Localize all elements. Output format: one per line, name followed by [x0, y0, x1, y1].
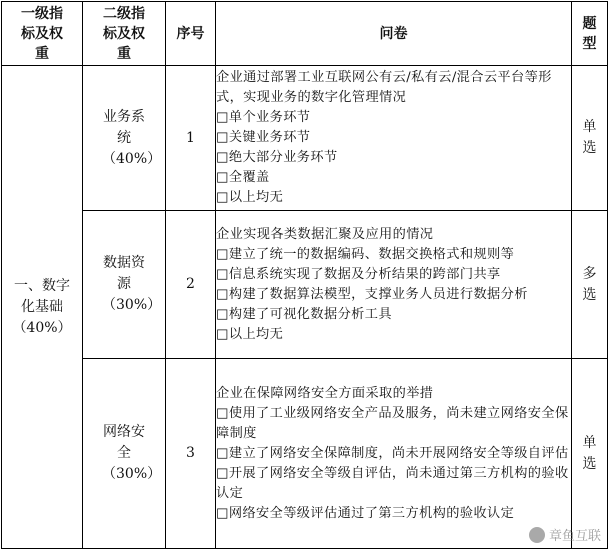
option-item: □ 以上均无 [216, 188, 571, 208]
option-item: □ 信息系统实现了数据及分析结果的跨部门共享 [216, 265, 571, 285]
table-row [2, 359, 608, 549]
level2-cell: 业务系统（40%） [83, 66, 166, 211]
option-item: □ 全覆盖 [216, 168, 571, 188]
survey-table [1, 1, 608, 549]
question-text: 企业通过部署工业互联网公有云/私有云/混合云平台等形式，实现业务的数字化管理情况 [216, 70, 552, 105]
level2-cell: 网络安全（30%） [83, 359, 166, 549]
watermark-text: 章鱼互联 [548, 529, 601, 544]
header-level2: 二级指标及权重 [83, 2, 166, 66]
header-question: 问卷 [216, 2, 572, 66]
question-text: 企业在保障网络安全方面采取的举措 [216, 385, 434, 401]
type-cell: 单选 [572, 66, 608, 211]
header-level1: 一级指标及权重 [2, 2, 83, 66]
level2-cell: 数据资源（30%） [83, 211, 166, 359]
watermark [529, 525, 601, 544]
seq-cell: 1 [166, 66, 216, 211]
option-item: □ 以上均无 [216, 325, 571, 345]
question-cell [216, 66, 572, 211]
option-item: □ 关键业务环节 [216, 128, 571, 148]
question-cell [216, 359, 572, 549]
option-item: □ 开展了网络安全等级自评估，尚未通过第三方机构的验收认定 [216, 464, 571, 504]
seq-cell: 3 [166, 359, 216, 549]
option-item: □ 网络安全等级评估通过了第三方机构的验收认定 [216, 504, 571, 524]
option-item: □ 建立了统一的数据编码、数据交换格式和规则等 [216, 245, 571, 265]
level1-cell: 一、数字化基础（40%） [2, 66, 83, 549]
option-item: □ 使用了工业级网络安全产品及服务，尚未建立网络安全保障制度 [216, 404, 571, 444]
option-item: □ 构建了可视化数据分析工具 [216, 305, 571, 325]
header-row [2, 2, 608, 66]
option-item: □ 单个业务环节 [216, 108, 571, 128]
option-item: □ 绝大部分业务环节 [216, 148, 571, 168]
question-text: 企业实现各类数据汇聚及应用的情况 [216, 226, 434, 242]
header-type: 题型 [572, 2, 608, 66]
table-row [2, 66, 608, 211]
type-cell: 多选 [572, 211, 608, 359]
table-row [2, 211, 608, 359]
question-cell [216, 211, 572, 359]
option-item: □ 建立了网络安全保障制度，尚未开展网络安全等级自评估 [216, 444, 571, 464]
type-cell: 单选 [572, 359, 608, 549]
seq-cell: 2 [166, 211, 216, 359]
wechat-logo-icon [529, 527, 545, 543]
option-item: □ 构建了数据算法模型，支撑业务人员进行数据分析 [216, 285, 571, 305]
header-seq: 序号 [166, 2, 216, 66]
